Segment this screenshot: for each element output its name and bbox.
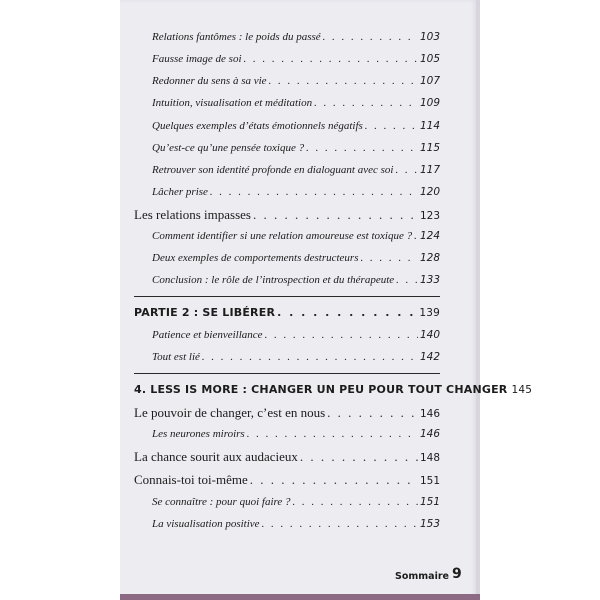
toc-section-page: 146	[419, 408, 440, 420]
toc-entry-page: 153	[419, 518, 440, 530]
toc-dot-leader	[414, 230, 418, 242]
toc-entry-title: Les neurones miroirs	[152, 428, 245, 440]
toc-entry-title: Relations fantômes : le poids du passé	[152, 31, 321, 43]
toc-entry-page: 109	[419, 97, 440, 109]
toc-entry	[152, 53, 440, 65]
toc-section-page: 151	[419, 475, 440, 487]
toc-dot-leader	[327, 405, 418, 421]
toc-entry-title: Fausse image de soi	[152, 53, 242, 65]
toc-entry	[152, 329, 440, 341]
toc-section	[134, 472, 440, 488]
toc-entry-title: Intuition, visualisation et méditation	[152, 97, 313, 109]
toc-entry-title: Lâcher prise	[152, 186, 208, 198]
toc-dot-leader	[269, 75, 418, 87]
toc-entry-title: Tout est lié	[152, 351, 200, 363]
toc-section	[134, 449, 440, 465]
toc-dot-leader	[365, 120, 418, 132]
toc-dot-leader	[262, 518, 418, 530]
toc-entry-page: 124	[419, 230, 440, 242]
toc-part-page: 139	[419, 307, 440, 319]
toc-dot-leader	[202, 351, 418, 363]
toc-entry	[152, 496, 440, 508]
toc-entry-title: Conclusion : le rôle de l’introspection et du thérapeute	[152, 274, 395, 286]
toc-section-title: Les relations impasses	[134, 207, 251, 222]
toc-part-title: PARTIE 2 : SE LIBÉRER	[134, 306, 276, 319]
toc-entry-page: 107	[419, 75, 440, 87]
toc-entry-title: Quelques exemples d’états émotionnels négatifs	[152, 120, 363, 132]
toc-chapter-title: 4. LESS IS MORE : CHANGER UN PEU POUR TOUT CHANGER	[134, 383, 508, 396]
toc-part-heading	[134, 306, 440, 319]
toc-entry	[152, 351, 440, 363]
toc-dot-leader	[244, 53, 418, 65]
toc-entry	[152, 428, 440, 440]
toc-dot-leader	[265, 329, 418, 341]
toc-entry-page: 151	[419, 496, 440, 508]
toc-dot-leader	[247, 428, 418, 440]
toc-entry	[152, 142, 440, 154]
page-number: 9	[452, 566, 462, 582]
toc-entry-page: 140	[419, 329, 440, 341]
toc-entry-page: 105	[419, 53, 440, 65]
toc-section	[134, 405, 440, 421]
toc-dot-leader	[361, 252, 418, 264]
toc-entry-page: 128	[419, 252, 440, 264]
toc-dot-leader	[306, 142, 418, 154]
toc-entry-title: La visualisation positive	[152, 518, 260, 530]
toc-entry	[152, 97, 440, 109]
toc-dot-leader	[210, 186, 418, 198]
toc-dot-leader	[323, 31, 418, 43]
section-divider	[134, 296, 440, 297]
book-page	[120, 0, 477, 600]
toc-entry	[152, 164, 440, 176]
toc-entry-page: 142	[419, 351, 440, 363]
toc-entry	[152, 75, 440, 87]
toc-entry-page: 115	[419, 142, 440, 154]
page-spine	[476, 0, 480, 600]
toc-section-page: 123	[419, 210, 440, 222]
toc-entry-title: Se connaître : pour quoi faire ?	[152, 496, 291, 508]
toc-entry-title: Comment identifier si une relation amoureuse est toxique ?	[152, 230, 413, 242]
toc-dot-leader	[300, 449, 418, 465]
toc-chapter-page: 145	[511, 384, 533, 396]
running-footer-label: Sommaire	[395, 571, 449, 582]
toc-chapter-heading	[134, 383, 533, 396]
toc-entry-title: Qu’est-ce qu’une pensée toxique ?	[152, 142, 305, 154]
page-bottom-edge	[120, 594, 480, 600]
toc-entry-page: 120	[419, 186, 440, 198]
toc-entry	[152, 186, 440, 198]
toc-entry	[152, 252, 440, 264]
toc-entry	[152, 518, 440, 530]
toc-dot-leader	[293, 496, 418, 508]
toc-entry-title: Redonner du sens à sa vie	[152, 75, 267, 87]
toc-entry	[152, 230, 440, 242]
toc-dot-leader	[314, 97, 418, 109]
toc-section	[134, 207, 440, 223]
toc-entry-page: 117	[419, 164, 440, 176]
toc-entry	[152, 120, 440, 132]
toc-entry-page: 103	[419, 31, 440, 43]
toc-entry	[152, 274, 440, 286]
toc-dot-leader	[277, 306, 417, 319]
toc-section-title: Connais-toi toi-même	[134, 472, 248, 487]
toc-entry-title: Patience et bienveillance	[152, 329, 263, 341]
toc-entry-title: Retrouver son identité profonde en dialoguant avec soi	[152, 164, 394, 176]
toc-entry-page: 146	[419, 428, 440, 440]
toc-entry-page: 114	[419, 120, 440, 132]
toc-section-title: La chance sourit aux audacieux	[134, 449, 298, 464]
toc-dot-leader	[395, 164, 418, 176]
toc-dot-leader	[250, 472, 418, 488]
toc-dot-leader	[396, 274, 418, 286]
section-divider	[134, 373, 440, 374]
toc-section-title: Le pouvoir de changer, c’est en nous	[134, 405, 326, 420]
toc-entry-title: Deux exemples de comportements destructeurs	[152, 252, 359, 264]
toc-dot-leader	[253, 207, 418, 223]
toc-entry	[152, 31, 440, 43]
toc-section-page: 148	[419, 452, 440, 464]
toc-entry-page: 133	[419, 274, 440, 286]
